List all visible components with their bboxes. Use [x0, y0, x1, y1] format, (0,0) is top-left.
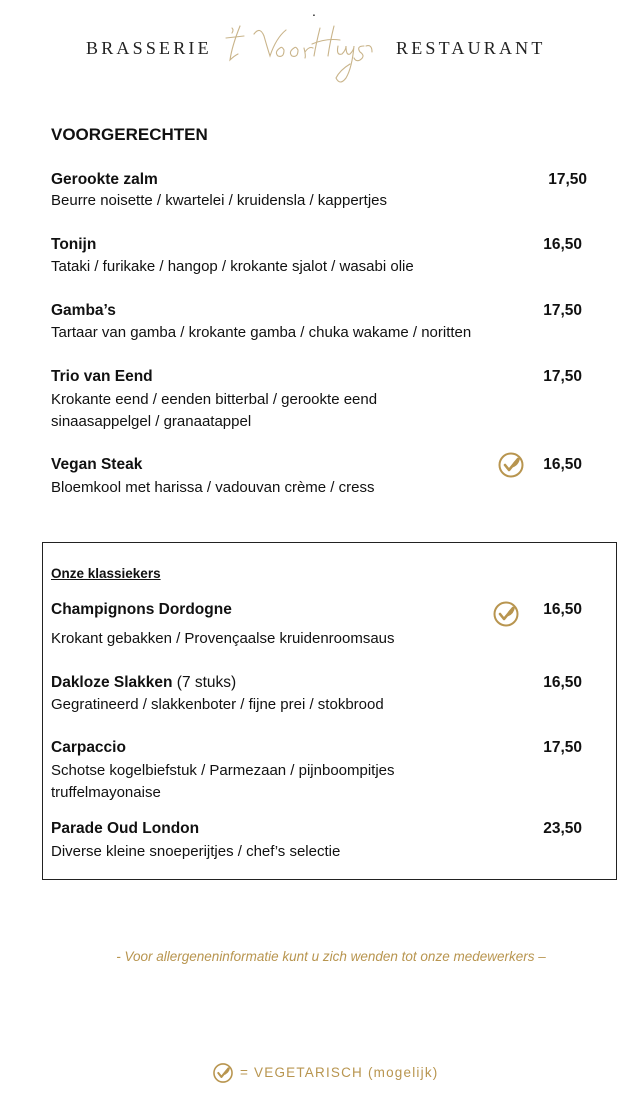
menu-item-price: 17,50 [543, 739, 582, 756]
menu-item-price: 16,50 [543, 456, 582, 473]
menu-item-name: Trio van Eend [51, 368, 153, 385]
logo-voorhuys [214, 14, 384, 96]
menu-item-price: 23,50 [543, 820, 582, 837]
vegetarian-leaf-icon [497, 451, 525, 479]
allergen-note: - Voor allergeneninformatie kunt u zich wenden tot onze medewerkers – [116, 949, 546, 964]
menu-item-description: sinaasappelgel / granaatappel [51, 413, 252, 430]
menu-item-price: 16,50 [543, 236, 582, 253]
menu-item-description: Beurre noisette / kwartelei / kruidensla / kappertjes [51, 192, 387, 209]
menu-item-description: Diverse kleine snoeperijtjes / chef’s selectie [51, 843, 341, 860]
brand-restaurant: RESTAURANT [396, 38, 546, 58]
menu-item-description: Tartaar van gamba / krokante gamba / chuka wakame / noritten [51, 324, 472, 341]
brand-brasserie: BRASSERIE [86, 38, 212, 58]
menu-item-name: Vegan Steak [51, 456, 143, 473]
menu-item-description: Krokant gebakken / Provençaalse kruidenroomsaus [51, 630, 395, 647]
menu-item-name: Gamba’s [51, 302, 116, 319]
menu-item-name-extra: (7 stuks) [172, 674, 237, 691]
menu-item-description: truffelmayonaise [51, 784, 161, 801]
menu-item-price: 16,50 [543, 674, 582, 691]
menu-item-name: Carpaccio [51, 739, 126, 756]
header-dot: . [312, 3, 316, 19]
menu-item-description: Schotse kogelbiefstuk / Parmezaan / pijnboompitjes [51, 762, 395, 779]
menu-item-name: Gerookte zalm [51, 171, 158, 188]
menu-item-price: 17,50 [548, 171, 587, 188]
menu-item-price: 17,50 [543, 302, 582, 319]
menu-item-description: Tataki / furikake / hangop / krokante sjalot / wasabi olie [51, 258, 414, 275]
vegetarian-legend [212, 1062, 438, 1084]
section-title: VOORGERECHTEN [51, 125, 208, 144]
menu-item-name-main: Dakloze Slakken [51, 674, 173, 691]
menu-item-description: Bloemkool met harissa / vadouvan crème / cress [51, 479, 375, 496]
vegetarian-leaf-icon [492, 600, 520, 628]
menu-item-price: 16,50 [543, 601, 582, 618]
menu-item-name [51, 673, 236, 693]
menu-item-name: Champignons Dordogne [51, 601, 232, 618]
vegetarian-leaf-icon [212, 1062, 234, 1084]
menu-item-name: Tonijn [51, 236, 97, 253]
legend-text: = VEGETARISCH (mogelijk) [240, 1065, 439, 1080]
menu-item-description: Krokante eend / eenden bitterbal / gerookte eend [51, 391, 378, 408]
menu-item-price: 17,50 [543, 368, 582, 385]
menu-item-description: Gegratineerd / slakkenboter / fijne prei / stokbrood [51, 696, 384, 713]
classics-title: Onze klassiekers [51, 566, 161, 581]
menu-item-name: Parade Oud London [51, 820, 200, 837]
